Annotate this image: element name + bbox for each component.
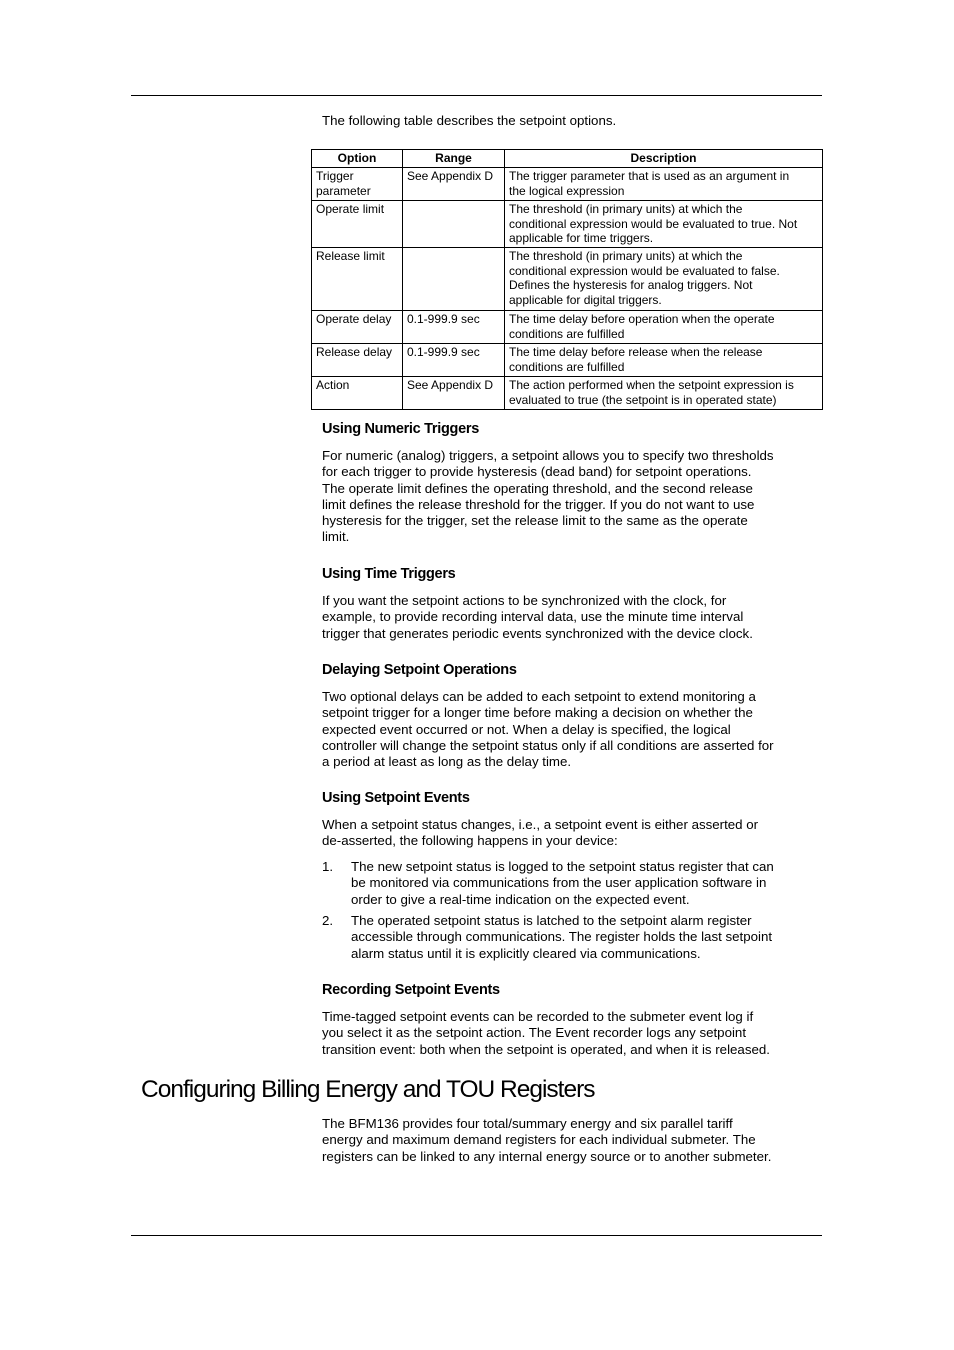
- section-paragraph: [322, 1009, 770, 1058]
- column-header: Option: [312, 150, 403, 168]
- setpoint-options-table: [311, 149, 823, 410]
- option-cell-line: Operate delay: [316, 312, 392, 326]
- range-cell: [403, 248, 505, 311]
- text-line: The BFM136 provides four total/summary energy and six parallel tariff: [322, 1116, 733, 1131]
- description-cell: [505, 311, 823, 344]
- description-cell-line: conditional expression would be evaluated to true. Not: [509, 216, 798, 231]
- option-cell: [312, 311, 403, 344]
- description-cell: [505, 344, 823, 377]
- range-cell: [403, 201, 505, 248]
- description-cell-line: The trigger parameter that is used as an argument in: [509, 169, 790, 183]
- list-number: 1.: [322, 859, 334, 874]
- text-line: When a setpoint status changes, i.e., a setpoint event is either asserted or: [322, 817, 759, 832]
- option-cell: [312, 201, 403, 248]
- section-paragraph: [322, 593, 753, 642]
- range-cell: See Appendix D: [403, 377, 505, 410]
- text-line: The new setpoint status is logged to the setpoint status register that can: [351, 859, 774, 874]
- option-cell: [312, 168, 403, 201]
- range-cell: See Appendix D: [403, 168, 505, 201]
- option-cell-line: Release delay: [316, 345, 393, 359]
- text-line: If you want the setpoint actions to be synchronized with the clock, for: [322, 593, 727, 608]
- description-cell: [505, 201, 823, 248]
- text-line: example, to provide recording interval data, use the minute time interval: [322, 609, 744, 625]
- text-line: Time-tagged setpoint events can be recorded to the submeter event log if: [322, 1009, 754, 1024]
- option-cell-line: Operate limit: [316, 202, 385, 216]
- description-cell-line: conditional expression would be evaluated to false.: [509, 263, 780, 278]
- table-row: [312, 344, 823, 377]
- range-cell: 0.1-999.9 sec: [403, 311, 505, 344]
- text-line: be monitored via communications from the user application software in: [351, 875, 767, 891]
- option-cell-line: Release limit: [316, 249, 385, 263]
- description-cell-line: conditions are fulfilled: [509, 326, 625, 341]
- table-row: [312, 201, 823, 248]
- description-cell: [505, 168, 823, 201]
- text-line: a period at least as long as the delay time.: [322, 754, 572, 769]
- list-number: 2.: [322, 913, 334, 928]
- description-cell-line: conditions are fulfilled: [509, 359, 625, 374]
- option-cell-line: parameter: [316, 183, 371, 198]
- text-line: limit.: [322, 529, 350, 545]
- description-cell: [505, 248, 823, 311]
- text-line: for each trigger to provide hysteresis (dead band) for setpoint operations.: [322, 464, 752, 480]
- section-heading: Using Time Triggers: [322, 566, 456, 582]
- section-heading: Using Numeric Triggers: [322, 421, 479, 437]
- text-line: alarm status until it is explicitly cleared via communications.: [351, 945, 701, 961]
- text-line: setpoint trigger for a longer time before making a decision on whether the: [322, 705, 753, 721]
- description-cell-line: The action performed when the setpoint expression is: [509, 378, 794, 392]
- description-cell: [505, 377, 823, 410]
- header-rule: [131, 95, 822, 96]
- list-item: [351, 913, 772, 962]
- table-row: [312, 168, 823, 201]
- description-cell-line: applicable for digital triggers.: [509, 292, 662, 307]
- text-line: expected event occurred or not. When a delay is specified, the logical: [322, 721, 731, 737]
- section-paragraph: [322, 817, 758, 850]
- range-cell: 0.1-999.9 sec: [403, 344, 505, 377]
- section-paragraph: [322, 689, 774, 770]
- description-cell-line: The threshold (in primary units) at which the: [509, 249, 743, 263]
- option-cell: [312, 248, 403, 311]
- section-heading: Delaying Setpoint Operations: [322, 662, 517, 678]
- text-line: controller will change the setpoint status only if all conditions are asserted for: [322, 737, 774, 753]
- table-row: [312, 377, 823, 410]
- section-heading: Using Setpoint Events: [322, 790, 470, 806]
- chapter-title: Configuring Billing Energy and TOU Registers: [141, 1076, 595, 1103]
- table-row: [312, 248, 823, 311]
- description-cell-line: The time delay before release when the release: [509, 345, 763, 359]
- text-line: limit defines the release threshold for the trigger. If you do not want to use: [322, 496, 755, 512]
- table-row: [312, 311, 823, 344]
- footer-rule: [131, 1235, 822, 1236]
- text-line: de-asserted, the following happens in your device:: [322, 833, 618, 849]
- option-cell-line: Action: [316, 378, 350, 392]
- column-header: Range: [403, 150, 505, 168]
- option-cell-line: Trigger: [316, 169, 354, 183]
- text-line: Two optional delays can be added to each setpoint to extend monitoring a: [322, 689, 756, 704]
- intro-text: The following table describes the setpoint options.: [322, 113, 617, 128]
- text-line: The operate limit defines the operating threshold, and the second release: [322, 480, 753, 496]
- list-item: [351, 859, 774, 908]
- text-line: hysteresis for the trigger, set the release limit to the same as the operate: [322, 513, 748, 528]
- description-cell-line: The threshold (in primary units) at which the: [509, 202, 743, 216]
- section-heading: Recording Setpoint Events: [322, 982, 500, 998]
- section-paragraph: [322, 448, 774, 546]
- text-line: accessible through communications. The register holds the last setpoint: [351, 929, 773, 945]
- text-line: The operated setpoint status is latched to the setpoint alarm register: [351, 913, 752, 928]
- text-line: trigger that generates periodic events synchronized with the device clock.: [322, 625, 753, 641]
- text-line: you select it as the setpoint action. The Event recorder logs any setpoint: [322, 1025, 747, 1041]
- text-line: transition event: both when the setpoint is operated, and when it is released.: [322, 1041, 770, 1057]
- description-cell-line: the logical expression: [509, 183, 625, 198]
- description-cell-line: The time delay before operation when the operate: [509, 312, 775, 326]
- description-cell-line: Defines the hysteresis for analog triggers. Not: [509, 278, 753, 293]
- option-cell: [312, 377, 403, 410]
- text-line: registers can be linked to any internal energy source or to another submeter.: [322, 1148, 772, 1164]
- text-line: For numeric (analog) triggers, a setpoint allows you to specify two thresholds: [322, 448, 774, 463]
- text-line: order to give a real-time indication on the expected event.: [351, 891, 690, 907]
- chapter-paragraph: [322, 1116, 771, 1165]
- text-line: energy and maximum demand registers for each individual submeter. The: [322, 1132, 756, 1148]
- option-cell: [312, 344, 403, 377]
- description-cell-line: applicable for time triggers.: [509, 231, 654, 246]
- description-cell-line: evaluated to true (the setpoint is in operated state): [509, 392, 777, 407]
- column-header: Description: [505, 150, 823, 168]
